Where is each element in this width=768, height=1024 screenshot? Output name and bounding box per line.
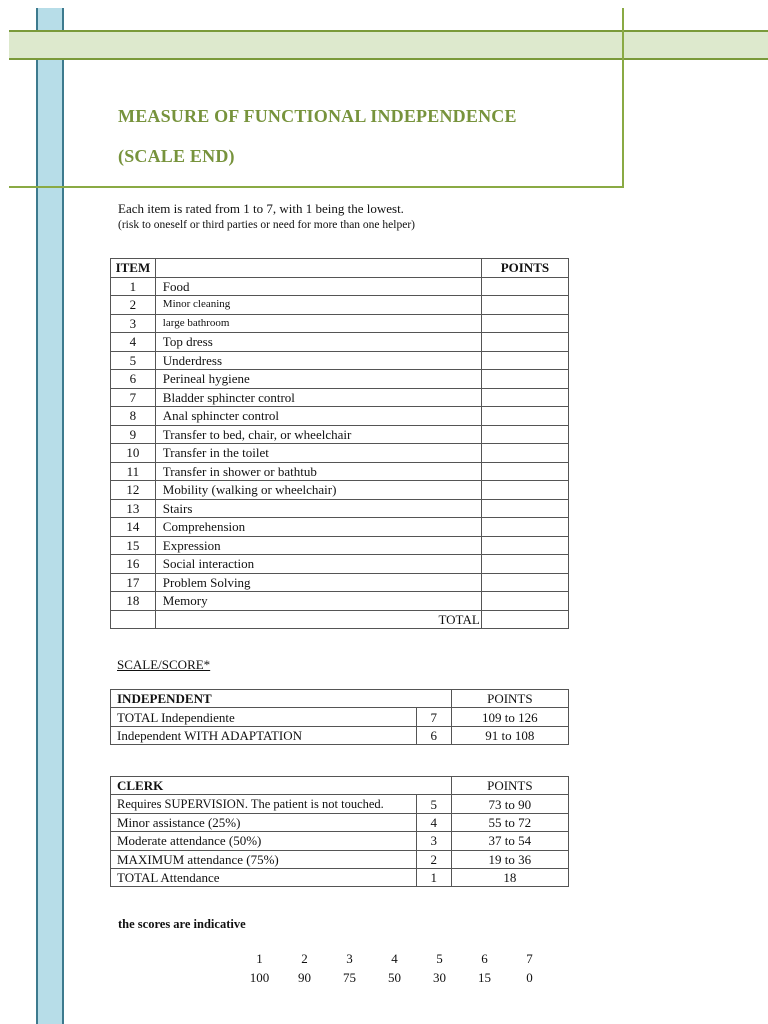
independent-points-header: POINTS bbox=[451, 690, 568, 708]
table-row bbox=[111, 708, 569, 726]
scale-percentage: 30 bbox=[433, 970, 446, 985]
item-label: Perineal hygiene bbox=[155, 370, 481, 389]
item-label: Underdress bbox=[155, 351, 481, 370]
scale-level: 1 bbox=[256, 951, 263, 966]
table-row bbox=[111, 481, 569, 500]
col-points-header: POINTS bbox=[481, 259, 568, 278]
intro-line-1: Each item is rated from 1 to 7, with 1 being the lowest. bbox=[118, 201, 404, 216]
scale-percentage: 100 bbox=[249, 970, 270, 985]
item-number: 4 bbox=[111, 333, 156, 352]
table-row bbox=[111, 425, 569, 444]
table-row bbox=[111, 407, 569, 426]
item-number: 14 bbox=[111, 518, 156, 537]
table-row bbox=[111, 499, 569, 518]
level-label: Moderate attendance (50%) bbox=[111, 832, 417, 850]
level-number: 4 bbox=[416, 813, 451, 831]
clerk-table bbox=[110, 776, 569, 887]
independent-table bbox=[110, 689, 569, 745]
item-number: 18 bbox=[111, 592, 156, 611]
item-label: Social interaction bbox=[155, 555, 481, 574]
page-title: MEASURE OF FUNCTIONAL INDEPENDENCE bbox=[118, 106, 517, 126]
total-label: TOTAL bbox=[155, 610, 481, 629]
table-row bbox=[111, 832, 569, 850]
item-label: Bladder sphincter control bbox=[155, 388, 481, 407]
level-points: 37 to 54 bbox=[451, 832, 568, 850]
item-points-cell[interactable] bbox=[481, 555, 568, 574]
clerk-title: CLERK bbox=[111, 777, 452, 795]
table-row bbox=[111, 351, 569, 370]
item-label: Food bbox=[155, 277, 481, 296]
col-item-header: ITEM bbox=[111, 259, 156, 278]
total-row bbox=[111, 610, 569, 629]
item-number: 6 bbox=[111, 370, 156, 389]
item-points-cell[interactable] bbox=[481, 296, 568, 315]
item-number: 2 bbox=[111, 296, 156, 315]
level-number: 2 bbox=[416, 850, 451, 868]
items-table bbox=[110, 258, 569, 629]
level-label: MAXIMUM attendance (75%) bbox=[111, 850, 417, 868]
item-points-cell[interactable] bbox=[481, 370, 568, 389]
level-points: 55 to 72 bbox=[451, 813, 568, 831]
item-points-cell[interactable] bbox=[481, 462, 568, 481]
independent-title: INDEPENDENT bbox=[111, 690, 452, 708]
page-subtitle: (SCALE END) bbox=[118, 146, 235, 166]
item-number: 7 bbox=[111, 388, 156, 407]
item-label: Problem Solving bbox=[155, 573, 481, 592]
item-label: Expression bbox=[155, 536, 481, 555]
item-points-cell[interactable] bbox=[481, 536, 568, 555]
item-label: Stairs bbox=[155, 499, 481, 518]
clerk-header-row bbox=[111, 777, 569, 795]
item-points-cell[interactable] bbox=[481, 314, 568, 333]
item-number: 5 bbox=[111, 351, 156, 370]
scale-percentage: 0 bbox=[526, 970, 533, 985]
scale-level: 3 bbox=[346, 951, 353, 966]
scores-note: the scores are indicative bbox=[118, 917, 246, 931]
scale-levels-row bbox=[237, 950, 552, 968]
level-label: Independent WITH ADAPTATION bbox=[111, 726, 417, 744]
table-row bbox=[111, 536, 569, 555]
intro-line-2: (risk to oneself or third parties or need for more than one helper) bbox=[118, 219, 415, 231]
table-row bbox=[111, 592, 569, 611]
table-row bbox=[111, 726, 569, 744]
item-label: Transfer in shower or bathtub bbox=[155, 462, 481, 481]
level-points: 73 to 90 bbox=[451, 795, 568, 813]
table-row bbox=[111, 518, 569, 537]
scale-percentage: 75 bbox=[343, 970, 356, 985]
item-points-cell[interactable] bbox=[481, 351, 568, 370]
table-row bbox=[111, 277, 569, 296]
total-points-cell[interactable] bbox=[481, 610, 568, 629]
level-number: 1 bbox=[416, 868, 451, 886]
item-number: 13 bbox=[111, 499, 156, 518]
table-row bbox=[111, 573, 569, 592]
table-row bbox=[111, 462, 569, 481]
item-points-cell[interactable] bbox=[481, 425, 568, 444]
level-label: TOTAL Attendance bbox=[111, 868, 417, 886]
scale-level: 5 bbox=[436, 951, 443, 966]
item-points-cell[interactable] bbox=[481, 333, 568, 352]
scale-percentages-row bbox=[237, 969, 552, 987]
level-points: 18 bbox=[451, 868, 568, 886]
table-row bbox=[111, 388, 569, 407]
clerk-points-header: POINTS bbox=[451, 777, 568, 795]
item-label: Minor cleaning bbox=[155, 296, 481, 315]
items-table-header bbox=[111, 259, 569, 278]
table-row bbox=[111, 813, 569, 831]
scale-percentage: 15 bbox=[478, 970, 491, 985]
level-points: 19 to 36 bbox=[451, 850, 568, 868]
scale-level: 6 bbox=[481, 951, 488, 966]
item-number: 15 bbox=[111, 536, 156, 555]
item-points-cell[interactable] bbox=[481, 592, 568, 611]
item-label: Transfer in the toilet bbox=[155, 444, 481, 463]
header-border-vertical bbox=[622, 8, 624, 188]
item-points-cell[interactable] bbox=[481, 388, 568, 407]
scale-level: 4 bbox=[391, 951, 398, 966]
scale-percentage: 90 bbox=[298, 970, 311, 985]
level-number: 5 bbox=[416, 795, 451, 813]
independent-header-row bbox=[111, 690, 569, 708]
item-points-cell[interactable] bbox=[481, 277, 568, 296]
scale-level: 2 bbox=[301, 951, 308, 966]
header-border-horizontal bbox=[9, 186, 624, 188]
scale-heading: SCALE/SCORE* bbox=[117, 657, 211, 672]
scale-level: 7 bbox=[526, 951, 533, 966]
level-number: 3 bbox=[416, 832, 451, 850]
table-row bbox=[111, 795, 569, 813]
item-label: Mobility (walking or wheelchair) bbox=[155, 481, 481, 500]
item-points-cell[interactable] bbox=[481, 444, 568, 463]
item-number: 3 bbox=[111, 314, 156, 333]
item-label: Top dress bbox=[155, 333, 481, 352]
level-label: TOTAL Independiente bbox=[111, 708, 417, 726]
item-label: large bathroom bbox=[155, 314, 481, 333]
table-row bbox=[111, 370, 569, 389]
table-row bbox=[111, 850, 569, 868]
item-number: 11 bbox=[111, 462, 156, 481]
item-points-cell[interactable] bbox=[481, 518, 568, 537]
item-points-cell[interactable] bbox=[481, 573, 568, 592]
item-label: Comprehension bbox=[155, 518, 481, 537]
table-row bbox=[111, 444, 569, 463]
item-number: 10 bbox=[111, 444, 156, 463]
table-row bbox=[111, 333, 569, 352]
level-number: 7 bbox=[416, 708, 451, 726]
level-number: 6 bbox=[416, 726, 451, 744]
item-points-cell[interactable] bbox=[481, 499, 568, 518]
level-label: Requires SUPERVISION. The patient is not touched. bbox=[111, 795, 417, 813]
level-points: 91 to 108 bbox=[451, 726, 568, 744]
left-decorative-bar bbox=[36, 8, 64, 1024]
item-points-cell[interactable] bbox=[481, 407, 568, 426]
item-number: 8 bbox=[111, 407, 156, 426]
level-points: 109 to 126 bbox=[451, 708, 568, 726]
item-number: 16 bbox=[111, 555, 156, 574]
item-number: 12 bbox=[111, 481, 156, 500]
scale-percentage: 50 bbox=[388, 970, 401, 985]
item-label: Memory bbox=[155, 592, 481, 611]
item-label: Anal sphincter control bbox=[155, 407, 481, 426]
item-label: Transfer to bed, chair, or wheelchair bbox=[155, 425, 481, 444]
item-number: 9 bbox=[111, 425, 156, 444]
item-number: 17 bbox=[111, 573, 156, 592]
top-decorative-band bbox=[9, 30, 768, 60]
table-row bbox=[111, 314, 569, 333]
table-row bbox=[111, 296, 569, 315]
table-row bbox=[111, 868, 569, 886]
level-label: Minor assistance (25%) bbox=[111, 813, 417, 831]
item-points-cell[interactable] bbox=[481, 481, 568, 500]
table-row bbox=[111, 555, 569, 574]
item-number: 1 bbox=[111, 277, 156, 296]
